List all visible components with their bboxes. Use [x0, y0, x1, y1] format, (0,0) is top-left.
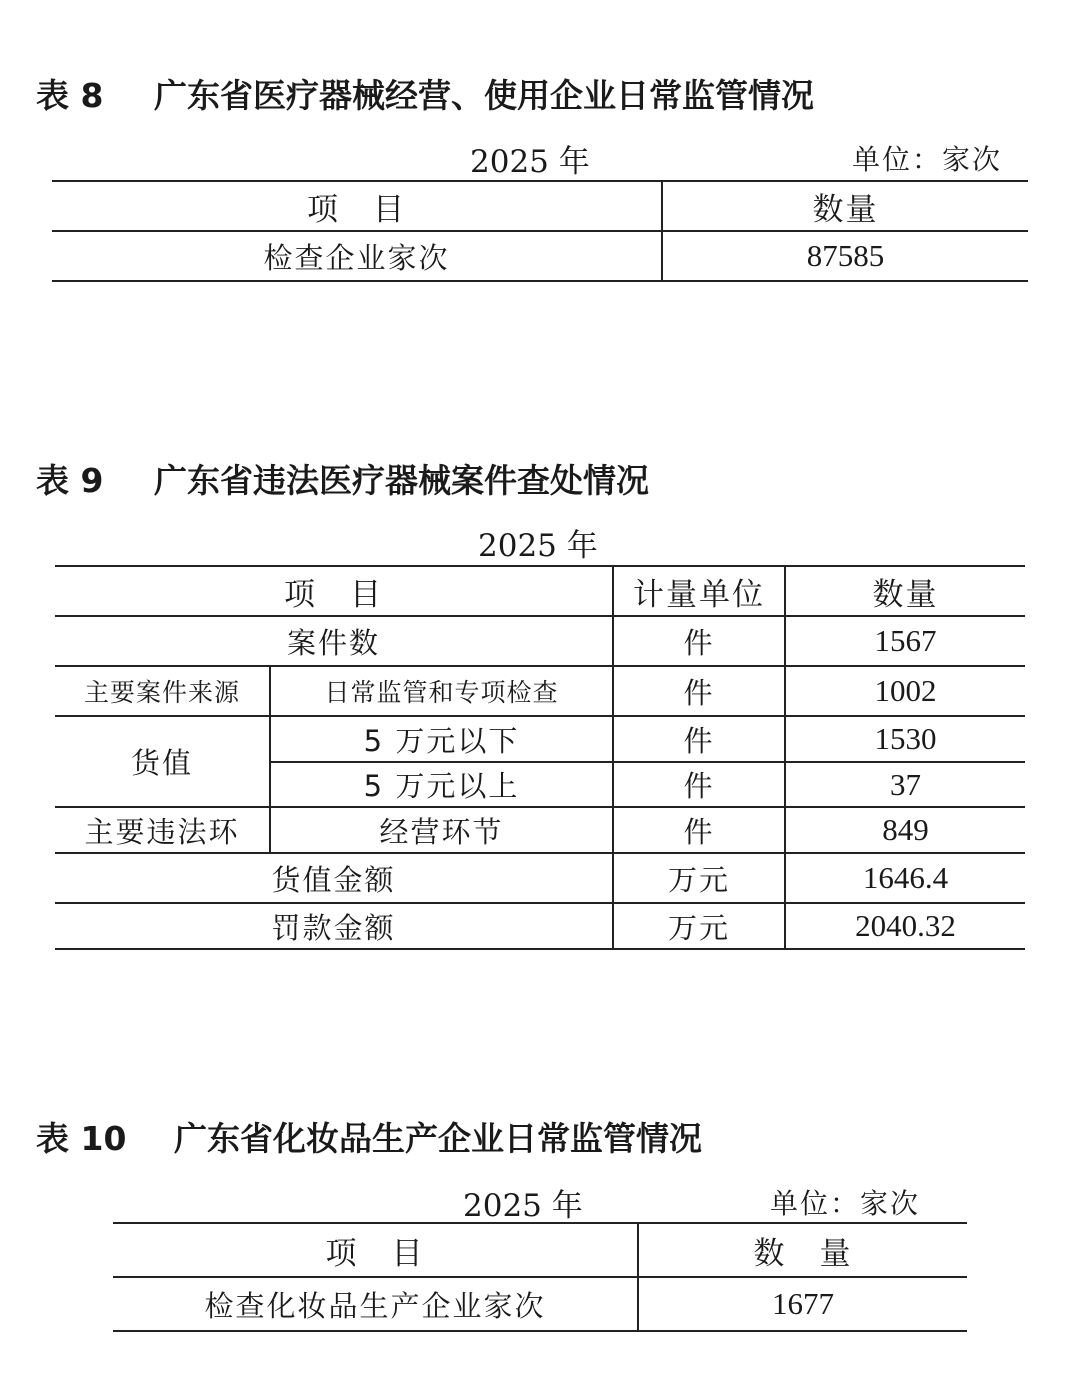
table9-value-group: 货值 [55, 716, 270, 807]
table10-title-text: 广东省化妆品生产企业日常监管情况 [174, 1119, 702, 1158]
table8-unit: 单位：家次 [852, 143, 1003, 176]
table9-below5-value: 1530 [874, 721, 937, 756]
table-row [55, 616, 1025, 666]
table9-below5-unit: 件 [613, 716, 785, 762]
table8-header-row [52, 181, 1028, 231]
table9-above5-unit: 件 [613, 762, 785, 807]
table-row [55, 903, 1025, 949]
table9-link-value: 849 [882, 812, 929, 847]
table10-row-item: 检查化妆品生产企业家次 [113, 1277, 638, 1331]
table9-label: 表 9 [36, 461, 104, 500]
table10-unit: 单位：家次 [770, 1187, 921, 1220]
table8-header-qty: 数量 [812, 191, 879, 228]
table9-link-item: 经营环节 [270, 807, 613, 853]
table9-cases-value: 1567 [874, 623, 937, 658]
table9-header-unit: 计量单位 [613, 566, 785, 616]
table10-header-row [113, 1223, 967, 1277]
table9-cases-item: 案件数 [55, 616, 613, 666]
table9-header-row [55, 566, 1025, 616]
table10-header-item: 项 目 [113, 1223, 638, 1277]
table8-header-item: 项 目 [52, 181, 662, 231]
table9-below5-item: 5 万元以下 [270, 716, 613, 762]
table10-title [36, 1113, 702, 1160]
table9-year: 2025 年 [478, 528, 598, 564]
table9-header-qty: 数量 [872, 576, 939, 613]
table9 [55, 565, 1025, 950]
table8-row-value: 87585 [806, 238, 885, 273]
table-row [55, 807, 1025, 853]
table8-label: 表 8 [36, 76, 104, 115]
table8-title-text: 广东省医疗器械经营、使用企业日常监管情况 [154, 76, 814, 115]
table9-above5-item: 5 万元以上 [270, 762, 613, 807]
table10-label: 表 10 [36, 1119, 127, 1158]
table-row [52, 231, 1028, 281]
table9-fine-unit: 万元 [613, 903, 785, 949]
table8-title [36, 70, 814, 117]
table10-header-qty: 数 量 [753, 1235, 853, 1272]
table9-link-group: 主要违法环 [55, 807, 270, 853]
table-row [113, 1277, 967, 1331]
table9-goods-value: 1646.4 [862, 860, 949, 895]
table9-fine-item: 罚款金额 [55, 903, 613, 949]
table9-above5-value: 37 [890, 766, 921, 802]
table-row [55, 853, 1025, 903]
table-row [55, 716, 1025, 762]
table9-title-text: 广东省违法医疗器械案件查处情况 [154, 461, 649, 500]
table9-link-unit: 件 [613, 807, 785, 853]
table9-cases-unit: 件 [613, 616, 785, 666]
table9-source-group: 主要案件来源 [55, 666, 270, 716]
table9-goods-unit: 万元 [613, 853, 785, 903]
table10-row-value: 1677 [772, 1286, 834, 1321]
table9-goods-item: 货值金额 [55, 853, 613, 903]
table8-year: 2025 年 [470, 144, 590, 180]
table8-row-item: 检查企业家次 [52, 231, 662, 281]
table9-source-item: 日常监管和专项检查 [270, 666, 613, 716]
table9-header-item: 项 目 [55, 566, 613, 616]
table8 [52, 180, 1028, 282]
table9-title [36, 455, 649, 502]
table10 [113, 1222, 967, 1332]
table9-source-value: 1002 [874, 673, 937, 708]
table9-fine-value: 2040.32 [855, 908, 956, 943]
table9-source-unit: 件 [613, 666, 785, 716]
table-row [55, 666, 1025, 716]
table10-year: 2025 年 [463, 1188, 583, 1224]
